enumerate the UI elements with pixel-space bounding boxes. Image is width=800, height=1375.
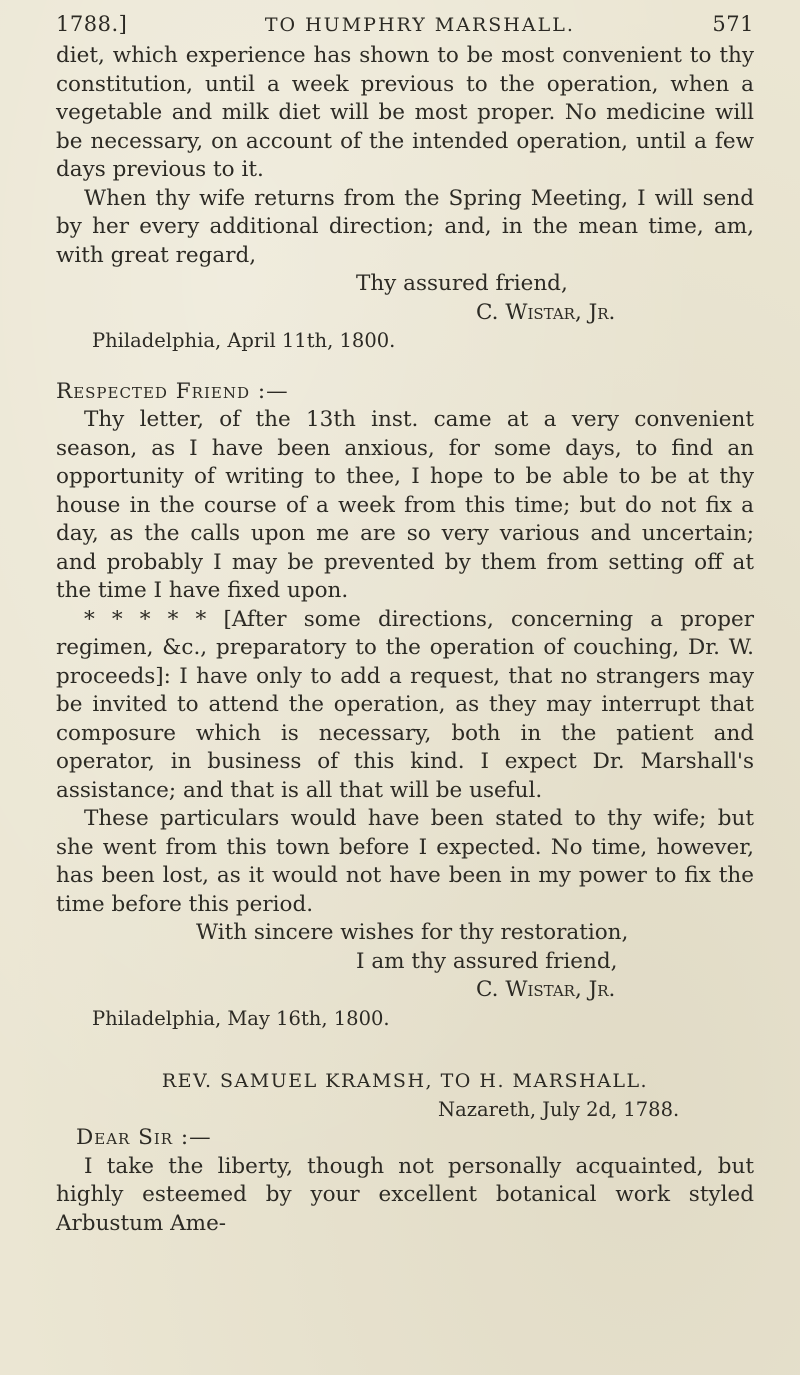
letter3-salutation: Dear Sir :— <box>76 1125 212 1150</box>
letter3-paragraph-1: I take the liberty, though not personally acquainted, but highly esteemed by your excellent botanical work styled Arbustum Ame- <box>56 1153 754 1236</box>
letter1-body: diet, which experience has shown to be most convenient to thy constitution, until a week previous to the operation, when a vegetable and milk diet will be most proper. No medicine will be necessary, on account of the intended operation, until a few days previous to it. <box>56 43 754 182</box>
letter2-paragraph-1: Thy letter, of the 13th inst. came at a very convenient season, as I have been anxious, for some days, to find an opportunity of writing to thee, I hope to be able to be at thy house in the course of a week from this time; but do not fix a day, as the calls upon me are so very various and uncertain; and probably I may be prevented by them from setting off at the time I have fixed upon. <box>56 407 754 603</box>
letter2-dateline: Philadelphia, May 16th, 1800. <box>92 1006 390 1030</box>
letter1-signature: C. Wistar, Jr. <box>476 299 616 325</box>
letter2-closing-1: With sincere wishes for thy restoration, <box>196 920 629 945</box>
page-number: 571 <box>712 12 754 36</box>
letter2-signature: C. Wistar, Jr. <box>476 977 616 1002</box>
running-head-year: 1788.] <box>56 12 128 36</box>
letter2-editorial-note: * * * * * [After some directions, concerning a proper regimen, &c., preparatory to the operation of couching, Dr. W. proceeds]: I have only to add a request, that no strangers may be invited to attend the operation, as they may interrupt that composure which is necessary, both in the patient and operator, in business of this kind. I expect Dr. Marshall's assistance; and that is all that will be useful. <box>56 606 754 803</box>
running-head-title: TO HUMPHRY MARSHALL. <box>264 14 575 36</box>
letter1-closing: Thy assured friend, <box>356 271 568 296</box>
running-head <box>56 12 754 36</box>
letter1-dateline: Philadelphia, April 11th, 1800. <box>92 329 396 352</box>
letter2-paragraph-3: These particulars would have been stated to thy wife; but she went from this town before I expected. No time, however, has been lost, as it would not have been in my power to fix the time before this period. <box>56 806 754 917</box>
letter3-dateline: Nazareth, July 2d, 1788. <box>438 1097 680 1121</box>
letter3-heading: REV. SAMUEL KRAMSH, TO H. MARSHALL. <box>161 1070 649 1092</box>
letter2-salutation: Respected Friend :— <box>56 378 289 404</box>
letter1-paragraph-2: When thy wife returns from the Spring Meeting, I will send by her every additional direction; and, in the mean time, am, with great regard, <box>56 185 754 268</box>
letter2-closing-2: I am thy assured friend, <box>356 948 618 974</box>
